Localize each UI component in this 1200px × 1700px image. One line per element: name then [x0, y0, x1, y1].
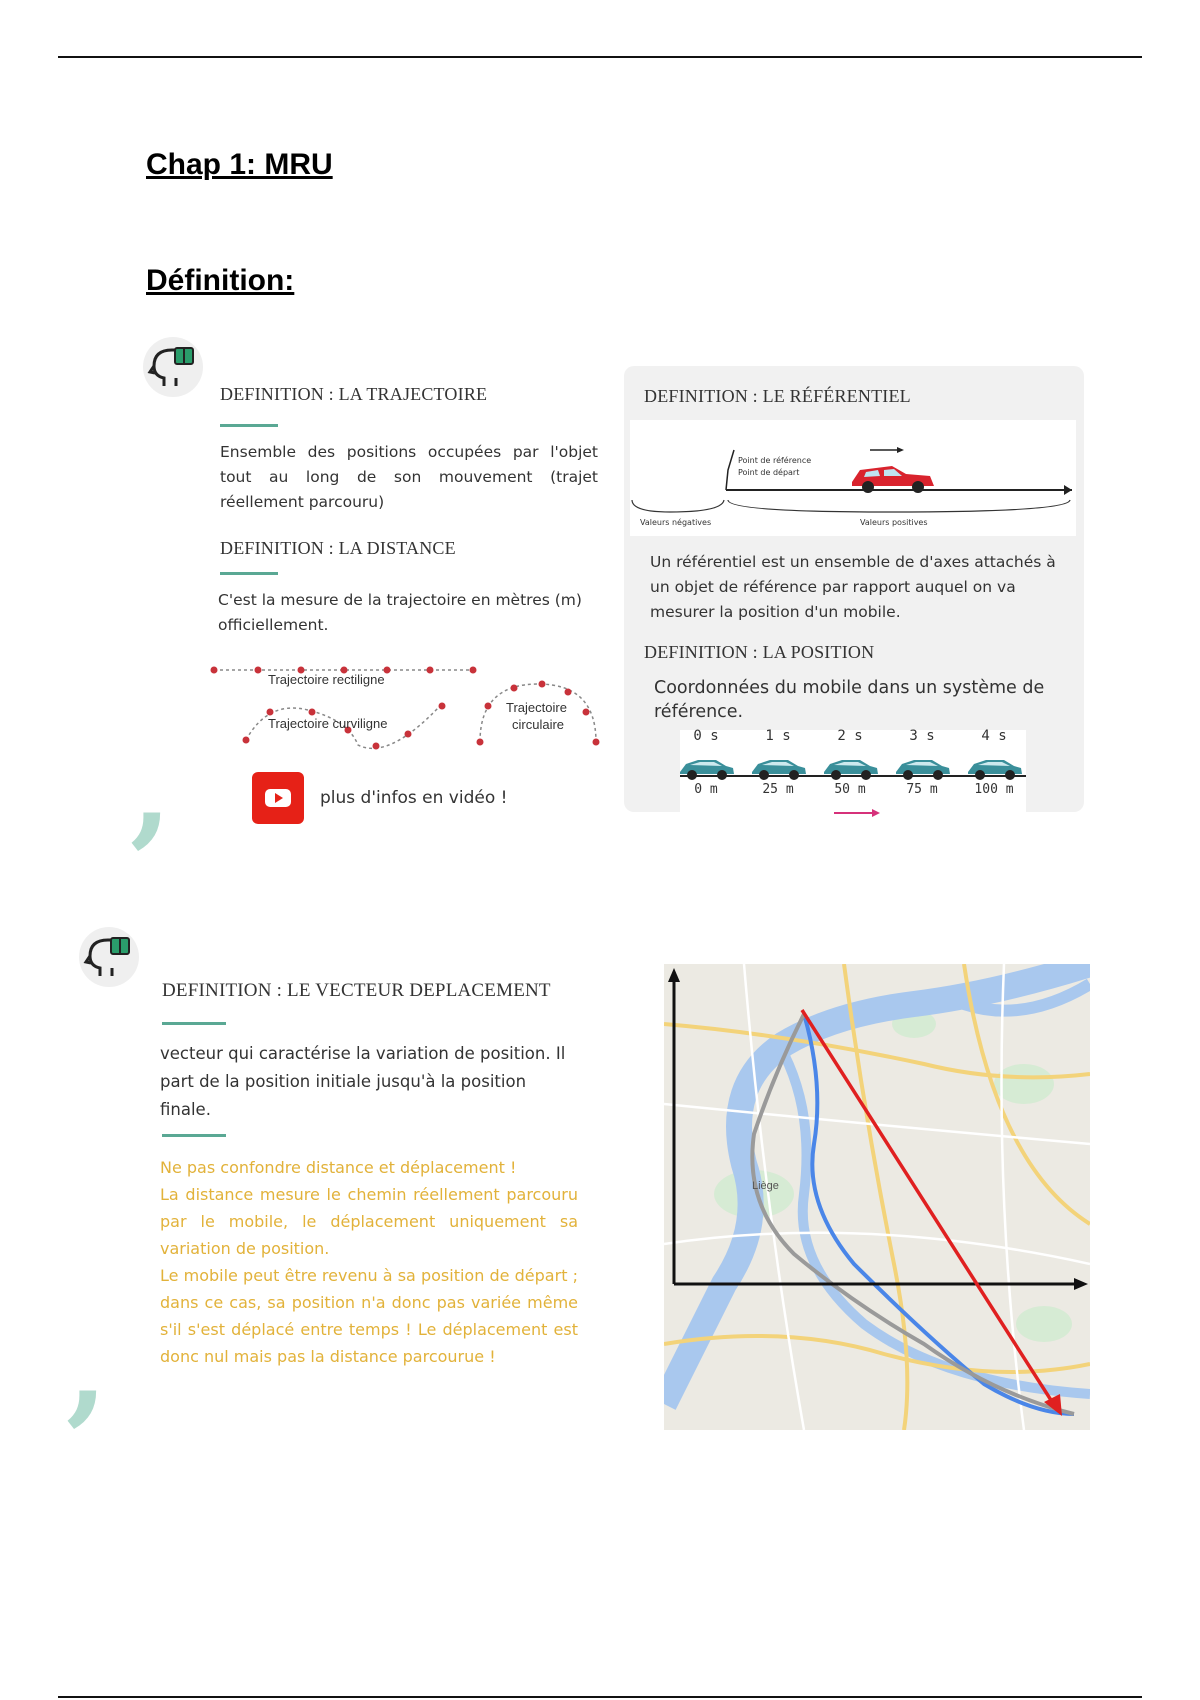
warning-block	[160, 1154, 578, 1370]
quote-icon: ,	[130, 719, 172, 860]
distance-text: C'est la mesure de la trajectoire en mètres (m) officiellement.	[218, 591, 582, 634]
teal-divider	[162, 1022, 226, 1025]
time-label: 1 s	[765, 728, 791, 744]
distance-label: 50 m	[834, 782, 866, 797]
negative-values-label: Valeurs négatives	[640, 518, 712, 527]
chapter-title: Chap 1: MRU	[146, 148, 333, 181]
vecteur-text: vecteur qui caractérise la variation de position. Il part de la position initiale jusqu'à la position finale.	[160, 1044, 566, 1119]
time-label: 3 s	[909, 728, 935, 744]
position-text: Coordonnées du mobile dans un système de référence.	[654, 678, 1045, 722]
map-image	[664, 964, 1090, 1430]
warning-line: Ne pas confondre distance et déplacement !	[160, 1158, 517, 1177]
section-title: Définition:	[146, 264, 295, 297]
youtube-icon[interactable]	[252, 772, 304, 824]
distance-label: 25 m	[762, 782, 794, 797]
bottom-rule	[58, 1696, 1142, 1698]
map-city-label: Liège	[752, 1180, 779, 1192]
distance-title: DEFINITION : LA DISTANCE	[220, 538, 456, 558]
referentiel-text: Un référentiel est un ensemble de d'axes attachés à un objet de référence par rapport auquel on va mesurer la position d'un mobile.	[650, 553, 1056, 621]
label-curviligne: Trajectoire curviligne	[268, 716, 388, 731]
teal-divider	[162, 1134, 226, 1137]
time-label: 2 s	[837, 728, 863, 744]
head-book-icon	[78, 926, 140, 988]
trajectoire-title: DEFINITION : LA TRAJECTOIRE	[220, 384, 488, 404]
direction-arrow	[832, 806, 882, 818]
vecteur-title: DEFINITION : LE VECTEUR DEPLACEMENT	[162, 980, 551, 1001]
teal-divider	[220, 572, 278, 575]
head-book-icon	[142, 336, 204, 398]
video-link[interactable]: plus d'infos en vidéo !	[320, 788, 508, 808]
referentiel-title: DEFINITION : LE RÉFÉRENTIEL	[644, 386, 911, 406]
distance-label: 0 m	[694, 782, 718, 797]
warning-line: Le mobile peut être revenu à sa position de départ ; dans ce cas, sa position n'a donc pas variée même s'il s'est déplacé entre temps ! Le déplacement est donc nul mais pas la distance parcourue !	[160, 1266, 578, 1366]
teal-divider	[220, 424, 278, 427]
trajectoire-text: Ensemble des positions occupées par l'objet tout au long de son mouvement (trajet réellement parcouru)	[220, 443, 598, 511]
time-label: 0 s	[693, 728, 719, 744]
positive-values-label: Valeurs positives	[860, 518, 928, 527]
distance-label: 100 m	[974, 782, 1014, 797]
label-circulaire-1: Trajectoire	[506, 700, 567, 715]
point-reference-label: Point de référence	[738, 456, 812, 465]
label-circulaire-2: circulaire	[512, 717, 565, 732]
distance-label: 75 m	[906, 782, 938, 797]
top-rule	[58, 56, 1142, 58]
warning-line: La distance mesure le chemin réellement parcouru par le mobile, le déplacement uniquement sa variation de position.	[160, 1185, 578, 1258]
time-label: 4 s	[981, 728, 1007, 744]
position-title: DEFINITION : LA POSITION	[644, 642, 875, 662]
point-depart-label: Point de départ	[738, 468, 800, 477]
label-rectiligne: Trajectoire rectiligne	[268, 672, 385, 687]
quote-icon: ,	[66, 1297, 108, 1438]
